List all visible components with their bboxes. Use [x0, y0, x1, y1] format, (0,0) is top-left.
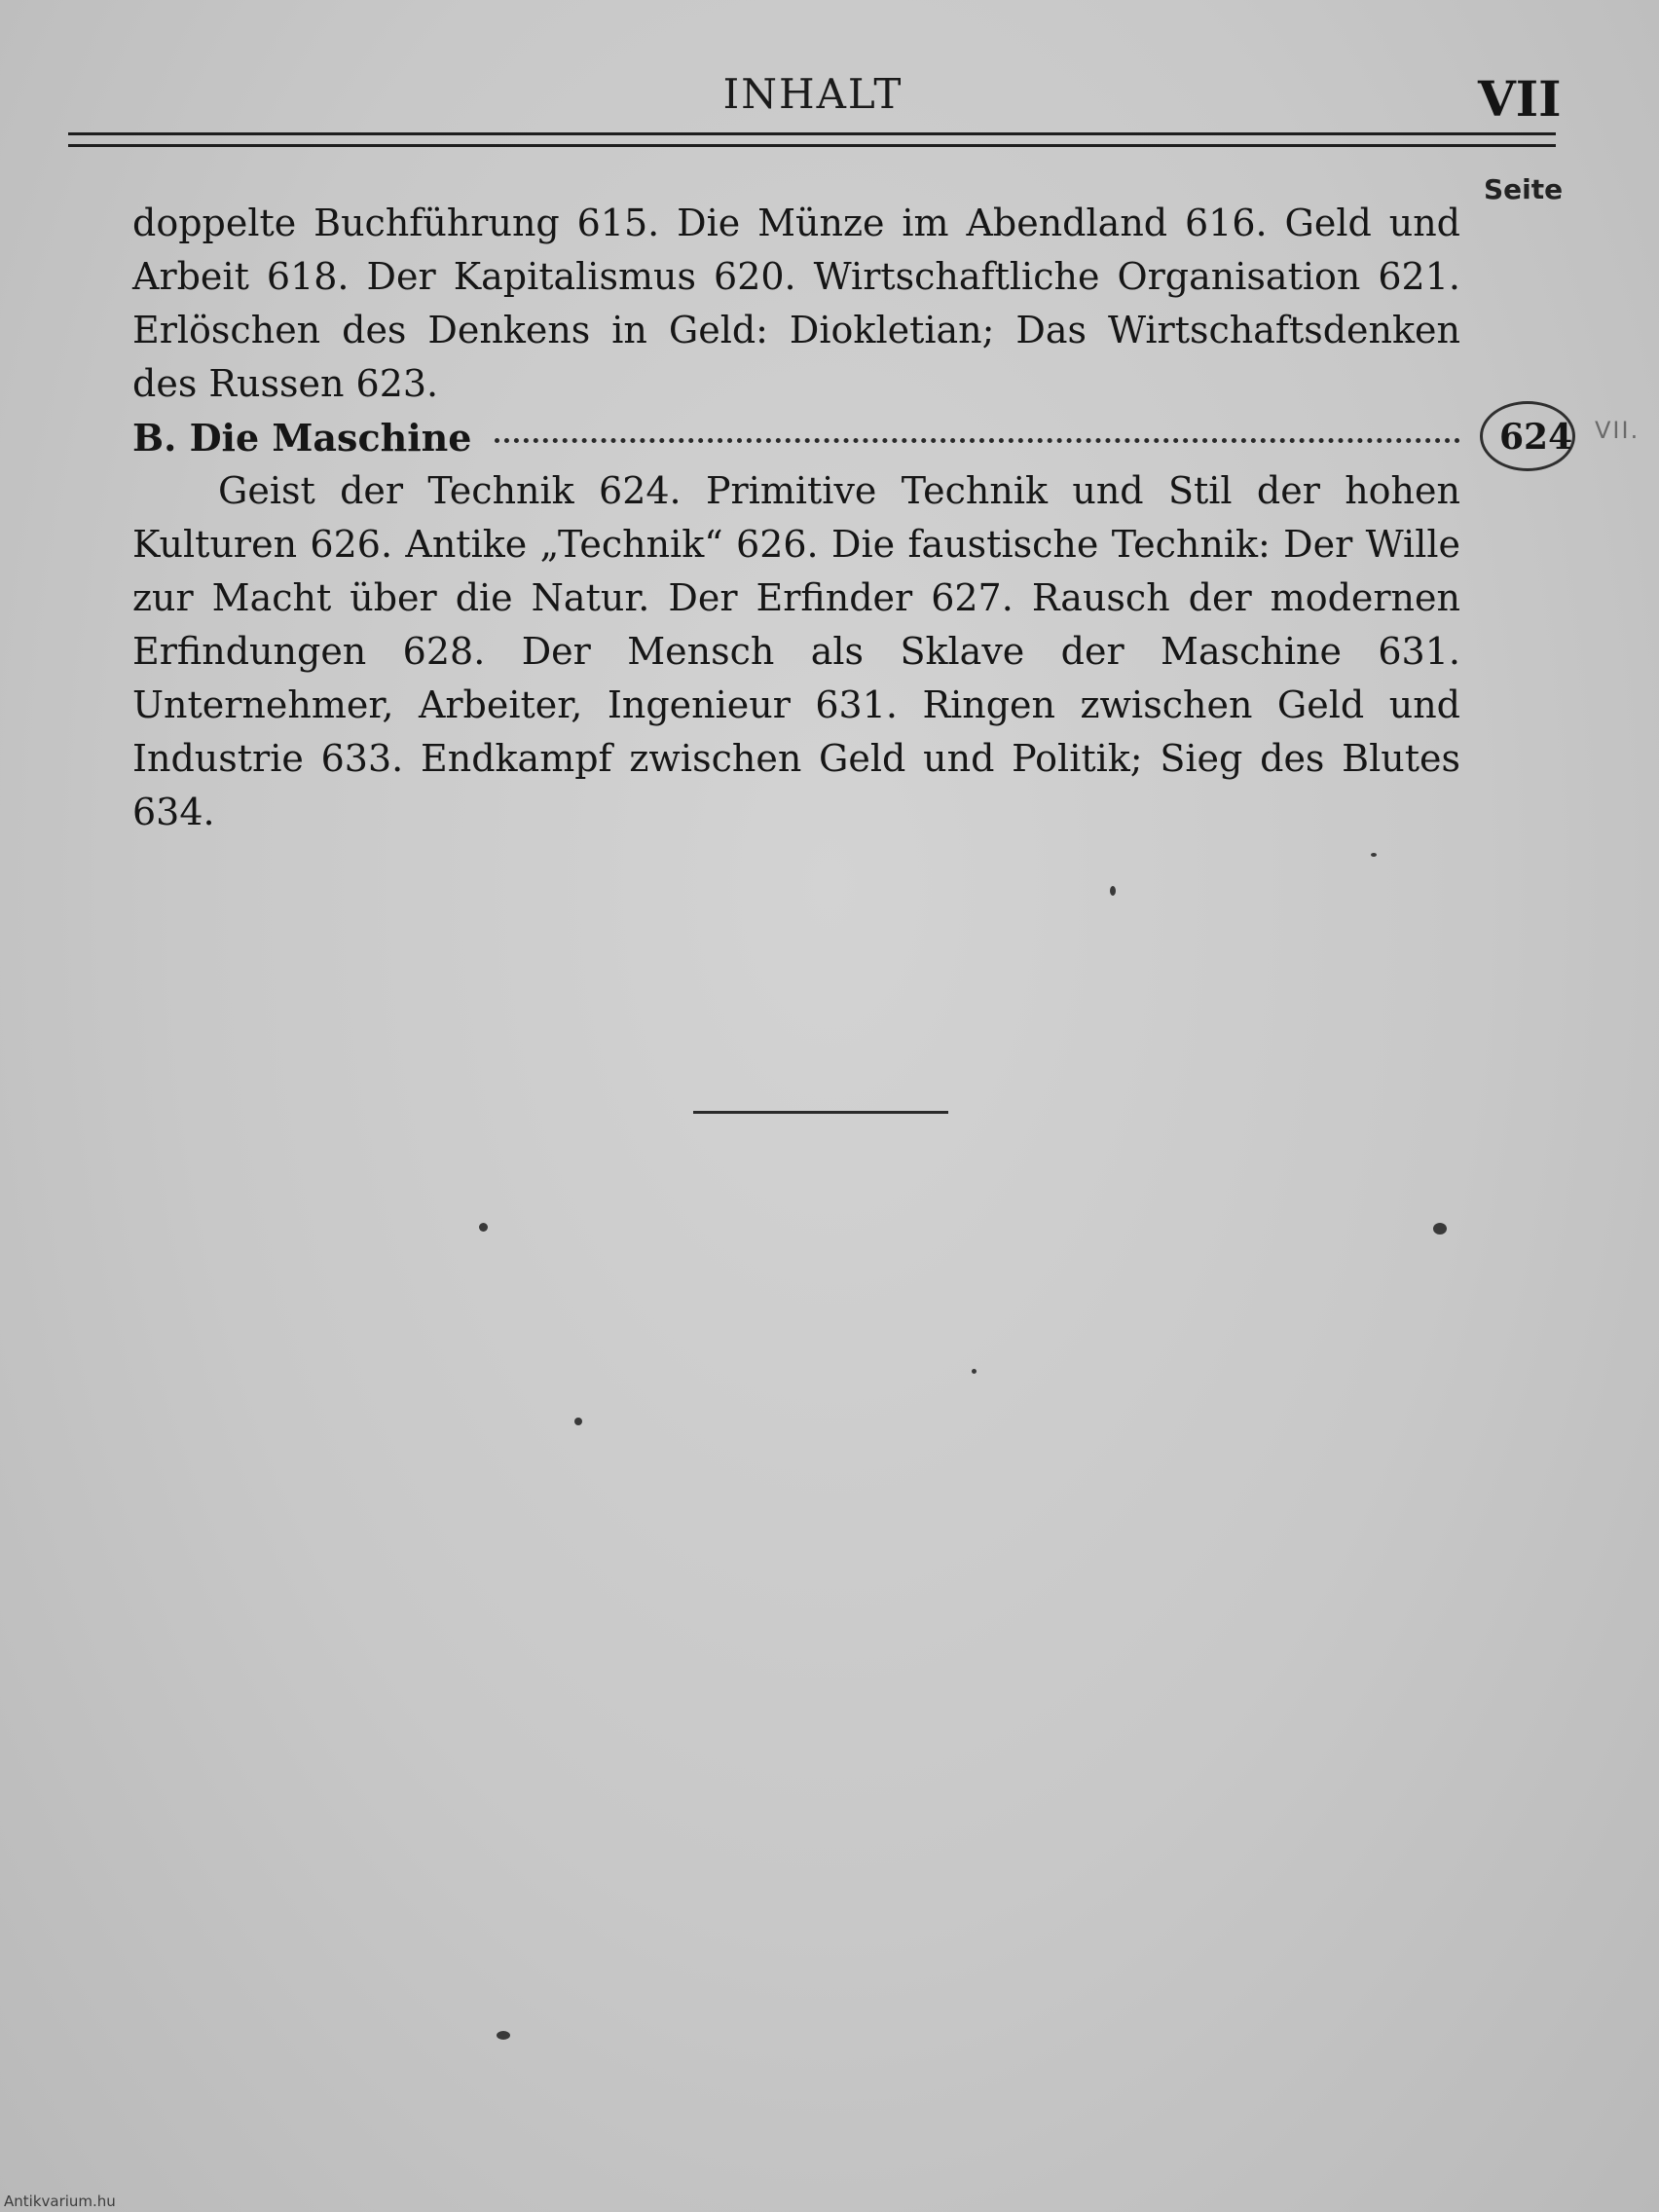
paper-speck	[479, 1223, 488, 1232]
running-head-title: INHALT	[722, 70, 903, 118]
toc-paragraph-2: Geist der Technik 624. Primitive Technik und Stil der hohen Kulturen 626. Antike „Technik“ 626. Die faustische Technik: Der Wille zur Macht über die Natur. Der Erfinder 627. Rausch der modernen Erfindungen 628. Der Mensch als Sklave der Maschine 631. Unternehmer, Arbeiter, Ingenieur 631. Ringen zwischen Geld und Industrie 633. Endkampf zwischen Geld und Politik; Sieg des Blutes 634.	[132, 469, 1460, 833]
paper-speck	[497, 2031, 510, 2040]
paper-speck	[1433, 1223, 1447, 1235]
paper-speck	[574, 1418, 582, 1425]
toc-paragraph-1: doppelte Buchführung 615. Die Münze im Abendland 616. Geld und Arbeit 618. Der Kapitalismus 620. Wirtschaftliche Organisation 621. Erlöschen des Denkens in Geld: Diokletian; Das Wirtschaftsdenken des Russen 623.	[132, 202, 1460, 405]
end-rule	[693, 1111, 948, 1114]
paper-speck	[1110, 886, 1116, 896]
toc-section-entry	[132, 411, 1460, 464]
paper-speck	[972, 1369, 977, 1374]
page-number: VII	[1478, 70, 1562, 128]
dot-leader	[495, 419, 1460, 443]
handwritten-margin-note: VII.	[1595, 417, 1641, 444]
header-double-rule	[68, 132, 1556, 147]
seite-column-label: Seite	[1484, 173, 1564, 205]
section-title: B. Die Maschine	[132, 416, 472, 460]
paper-speck	[1371, 853, 1377, 857]
watermark: Antikvarium.hu	[4, 2193, 116, 2210]
section-page-number: 624	[1499, 417, 1573, 458]
